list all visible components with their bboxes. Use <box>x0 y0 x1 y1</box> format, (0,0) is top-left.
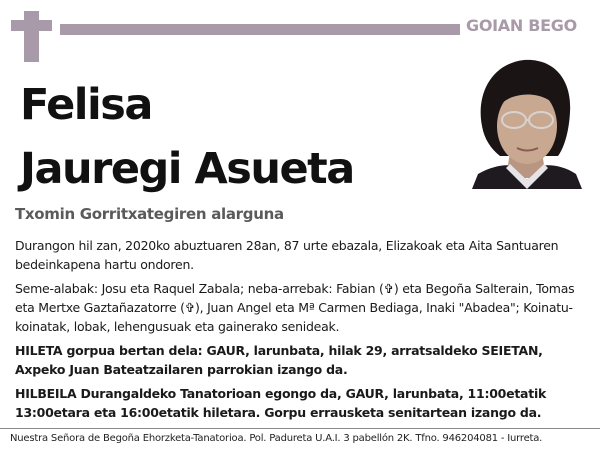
funeral-text: HILETA gorpua bertan dela: GAUR, larunbata, hilak 29, arratsaldeko SEIETAN, Axpeko Juan Bateatzailaren parrokian izango da. <box>15 343 543 377</box>
deceased-relation: Txomin Gorritxategiren alarguna <box>15 205 284 223</box>
deceased-first-name: Felisa <box>20 80 152 130</box>
brand-logo: GOIAN BEGO <box>466 16 577 35</box>
footer-funeral-home: Nuestra Señora de Begoña Ehorzketa-Tanatorioa. Pol. Padureta U.A.I. 3 pabellón 2K. Tfno. 946204081 - Iurreta. <box>10 433 543 444</box>
deceased-last-name: Jauregi Asueta <box>20 144 354 194</box>
footer-divider <box>0 428 600 429</box>
portrait-photo <box>472 56 582 189</box>
header-bar <box>60 24 460 35</box>
wake-text: HILBEILA Durangaldeko Tanatorioan egongo da, GAUR, larunbata, 11:00etatik 13:00etara eta 16:00etatik hiletara. Gorpu errausketa senitartean izango da. <box>15 386 547 420</box>
cross-icon-bar <box>11 20 52 31</box>
relatives-text: Seme-alabak: Josu eta Raquel Zabala; neba-arrebak: Fabian (✞) eta Begoña Salterain, Tomas eta Mertxe Gaztañazatorre (✞), Juan Angel eta Mª Carmen Bediaga, Inaki "Abadea"; Koinatu-koinatak, lobak, lehengusuak eta gainerako senideak. <box>15 281 575 334</box>
death-notice-text: Durangon hil zan, 2020ko abuztuaren 28an, 87 urte ebazala, Elizakoak eta Aita Santuaren bedeinkapena hartu ondoren. <box>15 238 559 272</box>
cross-icon <box>24 11 39 62</box>
